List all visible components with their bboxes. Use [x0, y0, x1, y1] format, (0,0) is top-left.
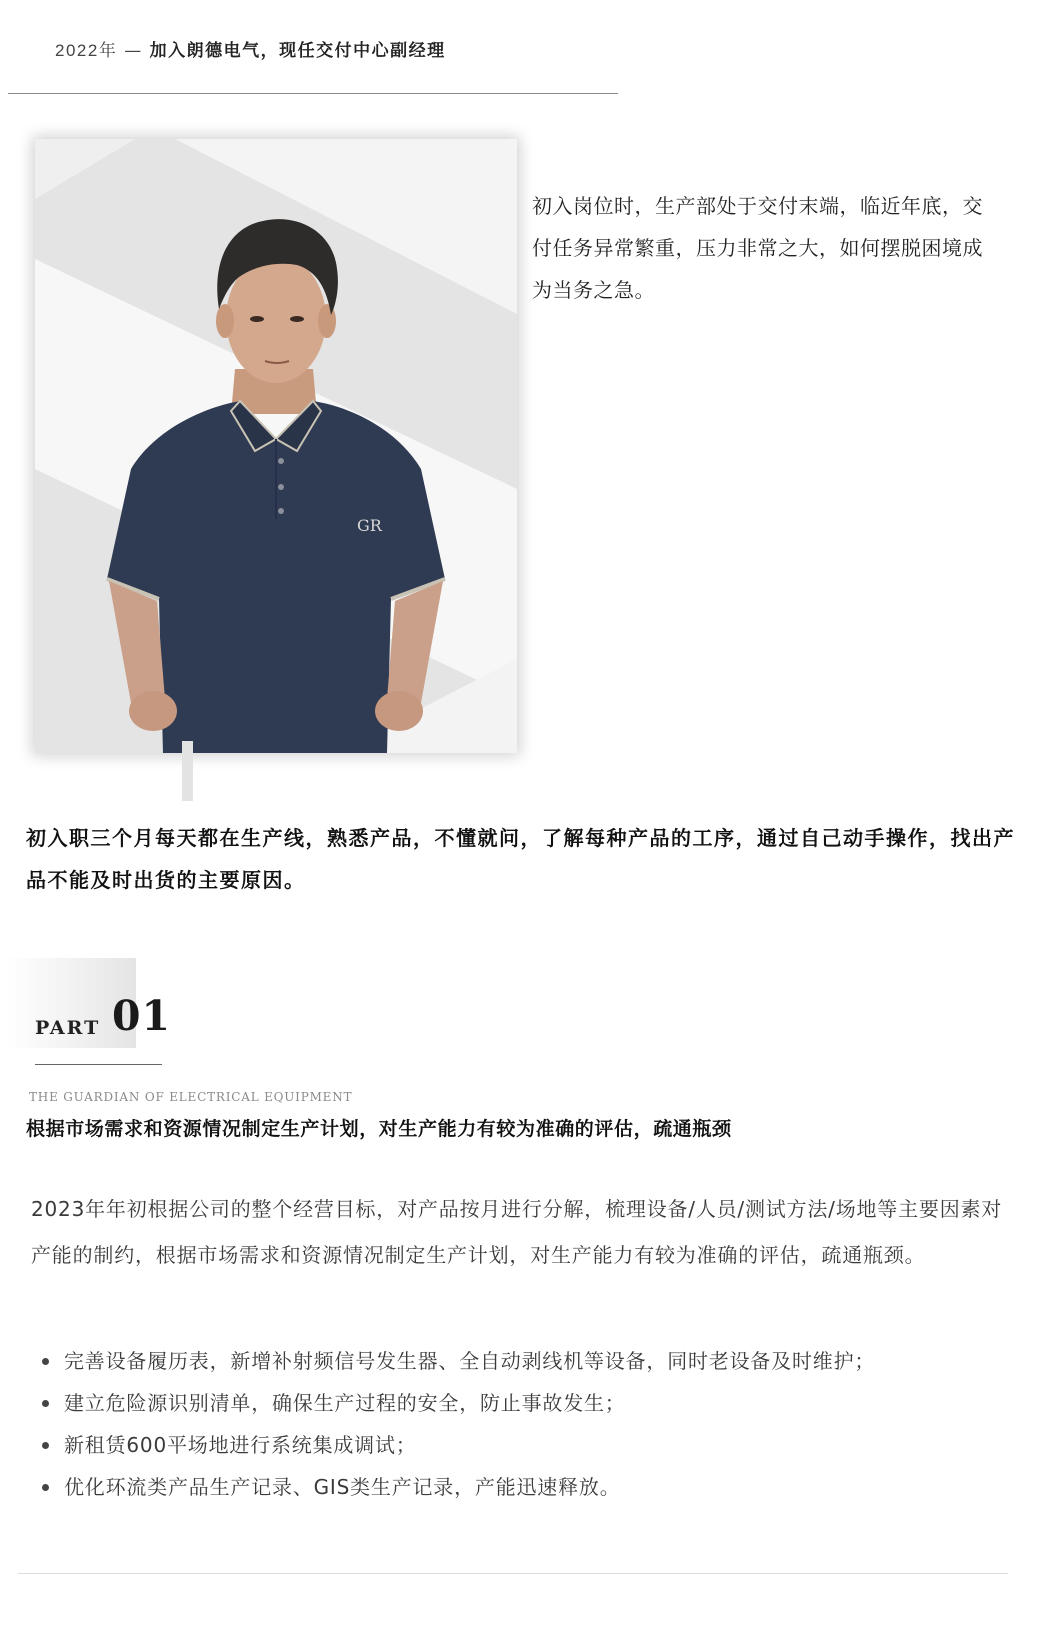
- part-number: 01: [112, 992, 172, 1040]
- portrait-photo: [35, 139, 517, 753]
- header-divider: [8, 93, 618, 94]
- body-paragraph: 2023年年初根据公司的整个经营目标，对产品按月进行分解，梳理设备/人员/测试方法/场地等主要因素对产能的制约，根据市场需求和资源情况制定生产计划，对生产能力有较为准确的评估，疏通瓶颈。: [31, 1197, 1003, 1267]
- bullet-dot-icon: [42, 1400, 49, 1407]
- bullet-list: [42, 1340, 1012, 1508]
- part-subtitle: THE GUARDIAN OF ELECTRICAL EQUIPMENT: [29, 1090, 353, 1104]
- header-dash: —: [124, 41, 143, 61]
- bullet-dot-icon: [42, 1484, 49, 1491]
- list-item-text: 新租赁600平场地进行系统集成调试；: [64, 1433, 417, 1457]
- statement-paragraph: 初入职三个月每天都在生产线，熟悉产品，不懂就问，了解每种产品的工序，通过自己动手操作，找出产品不能及时出货的主要原因。: [26, 826, 1015, 892]
- list-item-text: 完善设备履历表，新增补射频信号发生器、全自动剥线机等设备，同时老设备及时维护；: [64, 1349, 876, 1373]
- list-item: [42, 1466, 1012, 1508]
- bullet-dot-icon: [42, 1442, 49, 1449]
- bullet-dot-icon: [42, 1358, 49, 1365]
- list-item-text: 建立危险源识别清单，确保生产过程的安全，防止事故发生；: [64, 1391, 626, 1415]
- intro-paragraph: 初入岗位时，生产部处于交付末端，临近年底，交付任务异常繁重，压力非常之大，如何摆脱困境成为当务之急。: [532, 194, 983, 302]
- section-heading: 根据市场需求和资源情况制定生产计划，对生产能力有较为准确的评估，疏通瓶颈: [26, 1118, 732, 1140]
- list-item: [42, 1424, 1012, 1466]
- part-label: PART: [35, 1017, 101, 1039]
- header-role: 加入朗德电气，现任交付中心副经理: [149, 41, 446, 61]
- list-item-text: 优化环流类产品生产记录、GIS类生产记录，产能迅速释放。: [64, 1475, 621, 1499]
- footer-divider: [18, 1573, 1008, 1574]
- shirt-logo-text: GR: [357, 516, 382, 535]
- list-item: [42, 1340, 1012, 1382]
- list-item: [42, 1382, 1012, 1424]
- photo-accent-bar: [182, 741, 193, 801]
- header-line: [55, 36, 446, 61]
- portrait-illustration: [35, 139, 517, 753]
- header-year: 2022年: [55, 41, 118, 60]
- part-divider: [35, 1064, 162, 1065]
